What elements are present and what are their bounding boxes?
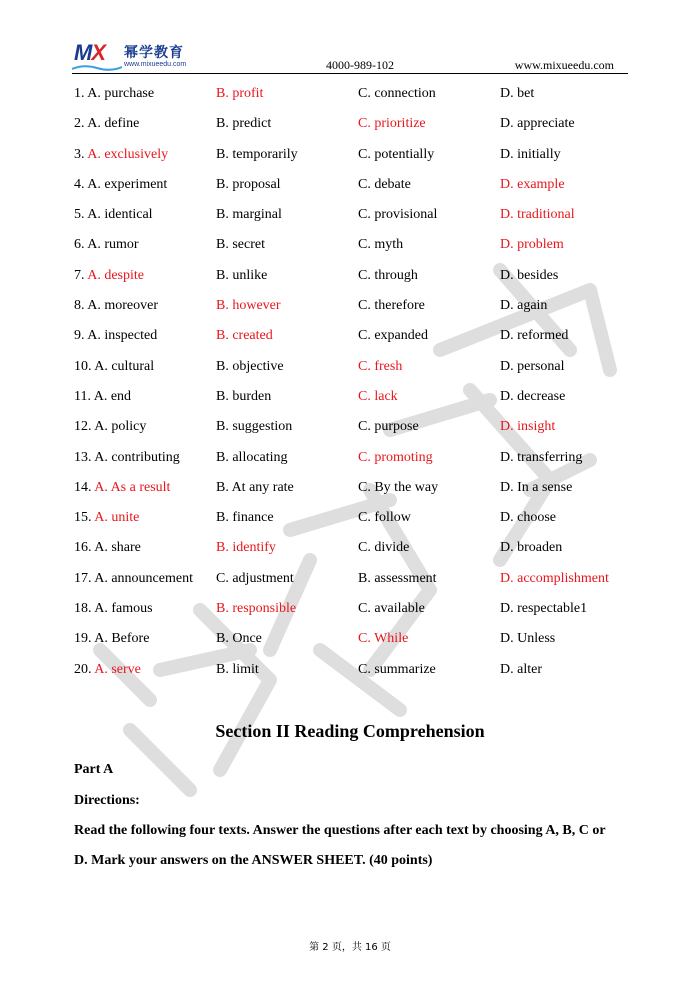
option-text: A. purchase bbox=[87, 86, 155, 101]
header-website: www.mixueedu.com bbox=[514, 58, 614, 72]
header-rule bbox=[72, 73, 628, 74]
option-text: D. decrease bbox=[500, 388, 566, 404]
option-text: A. policy bbox=[94, 419, 147, 435]
option-text: B. however bbox=[216, 298, 281, 314]
answer-row bbox=[74, 506, 634, 536]
answer-option bbox=[216, 177, 281, 193]
option-text: C. purpose bbox=[358, 419, 419, 435]
answer-row bbox=[74, 264, 634, 294]
option-text: C. prioritize bbox=[358, 116, 426, 132]
answer-row bbox=[74, 385, 634, 415]
option-text: A. end bbox=[93, 388, 132, 404]
directions-line-1: Read the following four texts. Answer the questions after each text by choosing A, B, C or bbox=[74, 823, 606, 838]
answer-option bbox=[216, 419, 292, 435]
option-text: B. finance bbox=[216, 510, 274, 526]
option-text: B. responsible bbox=[216, 601, 297, 617]
option-text: D. broaden bbox=[500, 540, 563, 556]
question-number: 16. bbox=[74, 540, 92, 556]
option-text: C. through bbox=[358, 267, 418, 283]
question-number: 10. bbox=[74, 358, 92, 374]
answer-option bbox=[358, 419, 419, 435]
option-text: B. predict bbox=[216, 116, 272, 132]
answer-option bbox=[500, 359, 565, 375]
answer-option bbox=[500, 419, 555, 435]
option-text: B. created bbox=[216, 328, 273, 344]
answer-option bbox=[500, 268, 558, 284]
page-header bbox=[72, 38, 628, 74]
answer-option-a bbox=[74, 540, 141, 556]
option-text: C. debate bbox=[358, 176, 411, 192]
answer-option bbox=[358, 450, 433, 466]
question-number: 3. bbox=[74, 146, 85, 162]
answer-option bbox=[358, 601, 425, 617]
option-text: C. expanded bbox=[358, 328, 428, 344]
answer-option bbox=[358, 480, 438, 496]
option-text: C. While bbox=[358, 631, 409, 647]
answer-option-a bbox=[74, 662, 141, 678]
answer-option bbox=[358, 540, 409, 556]
question-number: 11. bbox=[74, 388, 91, 404]
answer-option-a bbox=[74, 237, 139, 253]
option-text: C. therefore bbox=[358, 298, 425, 314]
part-label: Part A bbox=[74, 762, 114, 777]
answer-option bbox=[358, 359, 402, 375]
option-text: B. assessment bbox=[358, 570, 437, 586]
answer-option bbox=[216, 237, 265, 253]
option-text: D. again bbox=[500, 298, 548, 314]
answer-option-a bbox=[74, 328, 157, 344]
question-number: 20. bbox=[74, 661, 92, 677]
answer-row bbox=[74, 82, 634, 112]
answer-option bbox=[216, 480, 294, 496]
option-text: A. announcement bbox=[94, 570, 193, 586]
option-text: D. problem bbox=[500, 237, 564, 253]
option-text: D. personal bbox=[500, 358, 565, 374]
option-text: B. profit bbox=[216, 86, 264, 101]
answer-option-a bbox=[74, 207, 153, 223]
option-text: A. identical bbox=[87, 207, 153, 223]
answer-option bbox=[358, 631, 408, 647]
answer-key bbox=[74, 82, 634, 688]
answer-row bbox=[74, 415, 634, 445]
option-text: A. experiment bbox=[87, 176, 168, 192]
answer-option bbox=[358, 662, 436, 678]
answer-row bbox=[74, 294, 634, 324]
question-number: 18. bbox=[74, 601, 92, 617]
option-text: D. transferring bbox=[500, 449, 583, 465]
option-text: B. proposal bbox=[216, 176, 281, 192]
answer-option bbox=[358, 571, 437, 587]
mixue-logo bbox=[72, 40, 202, 70]
answer-row bbox=[74, 658, 634, 688]
answer-option-a bbox=[74, 389, 131, 405]
option-text: A. As a result bbox=[94, 479, 171, 495]
option-text: A. share bbox=[94, 540, 141, 556]
answer-option bbox=[358, 86, 436, 102]
answer-option bbox=[216, 207, 282, 223]
answer-option bbox=[216, 540, 276, 556]
question-number: 9. bbox=[74, 328, 85, 344]
option-text: B. limit bbox=[216, 661, 259, 677]
answer-option-a bbox=[74, 510, 139, 526]
question-number: 17. bbox=[74, 570, 92, 586]
option-text: B. unlike bbox=[216, 267, 268, 283]
option-text: D. besides bbox=[500, 267, 559, 283]
answer-option bbox=[500, 328, 568, 344]
option-text: D. respectable1 bbox=[500, 601, 588, 617]
option-text: A. contributing bbox=[94, 449, 180, 465]
answer-option bbox=[500, 207, 575, 223]
directions-line-2: D. Mark your answers on the ANSWER SHEET. (40 points) bbox=[74, 853, 433, 868]
answer-row bbox=[74, 112, 634, 142]
option-text: A. unite bbox=[94, 510, 140, 526]
answer-option bbox=[216, 631, 262, 647]
option-text: C. available bbox=[358, 601, 425, 617]
option-text: C. potentially bbox=[358, 146, 435, 162]
answer-option bbox=[500, 389, 565, 405]
option-text: A. rumor bbox=[87, 237, 139, 253]
option-text: B. objective bbox=[216, 358, 284, 374]
option-text: A. define bbox=[87, 116, 140, 132]
answer-option bbox=[500, 177, 565, 193]
answer-option bbox=[500, 237, 564, 253]
answer-option bbox=[500, 116, 575, 132]
answer-option bbox=[216, 601, 296, 617]
option-text: C. follow bbox=[358, 510, 411, 526]
option-text: B. burden bbox=[216, 388, 272, 404]
answer-option bbox=[216, 116, 271, 132]
answer-option bbox=[358, 207, 437, 223]
question-number: 8. bbox=[74, 298, 85, 314]
answer-option bbox=[500, 147, 561, 163]
answer-option bbox=[358, 510, 411, 526]
option-text: C. summarize bbox=[358, 661, 436, 677]
option-text: D. choose bbox=[500, 510, 556, 526]
option-text: C. lack bbox=[358, 388, 398, 404]
option-text: B. identify bbox=[216, 540, 276, 556]
option-text: C. divide bbox=[358, 540, 410, 556]
answer-row bbox=[74, 355, 634, 385]
answer-row bbox=[74, 476, 634, 506]
answer-option bbox=[358, 298, 425, 314]
question-number: 7. bbox=[74, 267, 85, 283]
answer-option bbox=[358, 328, 428, 344]
logo-url: www.mixueedu.com bbox=[124, 61, 187, 68]
answer-option bbox=[216, 510, 274, 526]
answer-option-a bbox=[74, 571, 193, 587]
option-text: C. promoting bbox=[358, 449, 433, 465]
answer-option bbox=[500, 450, 582, 466]
answer-option bbox=[500, 662, 542, 678]
logo-mark bbox=[74, 40, 105, 66]
option-text: D. example bbox=[500, 176, 565, 192]
option-text: D. alter bbox=[500, 661, 542, 677]
option-text: D. traditional bbox=[500, 207, 575, 223]
question-number: 5. bbox=[74, 207, 85, 223]
answer-option bbox=[216, 359, 284, 375]
answer-option bbox=[216, 450, 288, 466]
answer-option-a bbox=[74, 177, 167, 193]
option-text: D. insight bbox=[500, 419, 556, 435]
answer-option bbox=[216, 147, 298, 163]
answer-option bbox=[500, 510, 556, 526]
question-number: 1. bbox=[74, 86, 85, 101]
answer-option-a bbox=[74, 450, 180, 466]
option-text: C. fresh bbox=[358, 358, 403, 374]
question-number: 13. bbox=[74, 449, 92, 465]
option-text: C. provisional bbox=[358, 207, 438, 223]
logo-mark-text: MX bbox=[74, 40, 106, 65]
option-text: A. Before bbox=[94, 631, 150, 647]
answer-row bbox=[74, 233, 634, 263]
section-title: Section II Reading Comprehension bbox=[215, 721, 485, 741]
answer-option bbox=[358, 147, 434, 163]
question-number: 15. bbox=[74, 510, 92, 526]
question-number: 19. bbox=[74, 631, 92, 647]
question-number: 6. bbox=[74, 237, 85, 253]
option-text: A. despite bbox=[87, 267, 144, 283]
option-text: B. temporarily bbox=[216, 146, 298, 162]
answer-option bbox=[216, 571, 294, 587]
answer-option bbox=[358, 237, 403, 253]
question-number: 2. bbox=[74, 116, 85, 132]
answer-option-a bbox=[74, 86, 154, 102]
answer-row bbox=[74, 203, 634, 233]
option-text: D. bet bbox=[500, 86, 535, 101]
answer-option bbox=[216, 86, 263, 102]
option-text: C. myth bbox=[358, 237, 404, 253]
answer-option bbox=[216, 268, 267, 284]
answer-option bbox=[500, 571, 609, 587]
directions-label: Directions: bbox=[74, 793, 140, 808]
answer-option-a bbox=[74, 359, 154, 375]
answer-row bbox=[74, 143, 634, 173]
header-phone: 4000-989-102 bbox=[326, 58, 394, 72]
answer-option-a bbox=[74, 631, 149, 647]
logo-swoosh-icon bbox=[72, 64, 122, 72]
answer-option bbox=[500, 540, 562, 556]
answer-option bbox=[358, 389, 398, 405]
page-footer: 第 2 页，共 16 页 bbox=[309, 942, 391, 953]
answer-option bbox=[500, 298, 547, 314]
question-number: 4. bbox=[74, 176, 85, 192]
option-text: A. serve bbox=[94, 661, 141, 677]
answer-option-a bbox=[74, 419, 146, 435]
answer-option bbox=[358, 116, 426, 132]
option-text: B. marginal bbox=[216, 207, 282, 223]
answer-option bbox=[500, 631, 555, 647]
option-text: B. allocating bbox=[216, 449, 288, 465]
answer-option bbox=[216, 389, 271, 405]
answer-option bbox=[500, 86, 534, 102]
option-text: D. accomplishment bbox=[500, 570, 609, 586]
answer-row bbox=[74, 627, 634, 657]
option-text: C. By the way bbox=[358, 479, 439, 495]
answer-row bbox=[74, 324, 634, 354]
answer-row bbox=[74, 567, 634, 597]
option-text: A. moreover bbox=[87, 298, 158, 314]
answer-option-a bbox=[74, 268, 144, 284]
option-text: D. In a sense bbox=[500, 479, 573, 495]
question-number: 14. bbox=[74, 479, 92, 495]
option-text: D. initially bbox=[500, 146, 561, 162]
answer-option bbox=[358, 268, 418, 284]
answer-row bbox=[74, 597, 634, 627]
answer-row bbox=[74, 446, 634, 476]
option-text: B. Once bbox=[216, 631, 262, 647]
option-text: C. adjustment bbox=[216, 570, 294, 586]
answer-row bbox=[74, 173, 634, 203]
answer-option bbox=[500, 601, 587, 617]
option-text: D. appreciate bbox=[500, 116, 575, 132]
option-text: C. connection bbox=[358, 86, 436, 101]
answer-option-a bbox=[74, 480, 170, 496]
answer-option bbox=[216, 328, 273, 344]
option-text: A. inspected bbox=[87, 328, 158, 344]
question-number: 12. bbox=[74, 419, 92, 435]
answer-option bbox=[216, 662, 259, 678]
answer-option-a bbox=[74, 116, 139, 132]
option-text: B. secret bbox=[216, 237, 265, 253]
answer-option bbox=[358, 177, 411, 193]
answer-option-a bbox=[74, 601, 153, 617]
option-text: B. At any rate bbox=[216, 479, 294, 495]
answer-row bbox=[74, 536, 634, 566]
option-text: D. Unless bbox=[500, 631, 556, 647]
logo-chinese-text: 幂学教育 bbox=[124, 45, 184, 61]
option-text: A. famous bbox=[94, 601, 153, 617]
option-text: D. reformed bbox=[500, 328, 569, 344]
option-text: A. exclusively bbox=[87, 146, 169, 162]
answer-option-a bbox=[74, 298, 158, 314]
option-text: A. cultural bbox=[94, 358, 155, 374]
option-text: B. suggestion bbox=[216, 419, 293, 435]
answer-option-a bbox=[74, 147, 168, 163]
answer-option bbox=[500, 480, 572, 496]
answer-option bbox=[216, 298, 281, 314]
